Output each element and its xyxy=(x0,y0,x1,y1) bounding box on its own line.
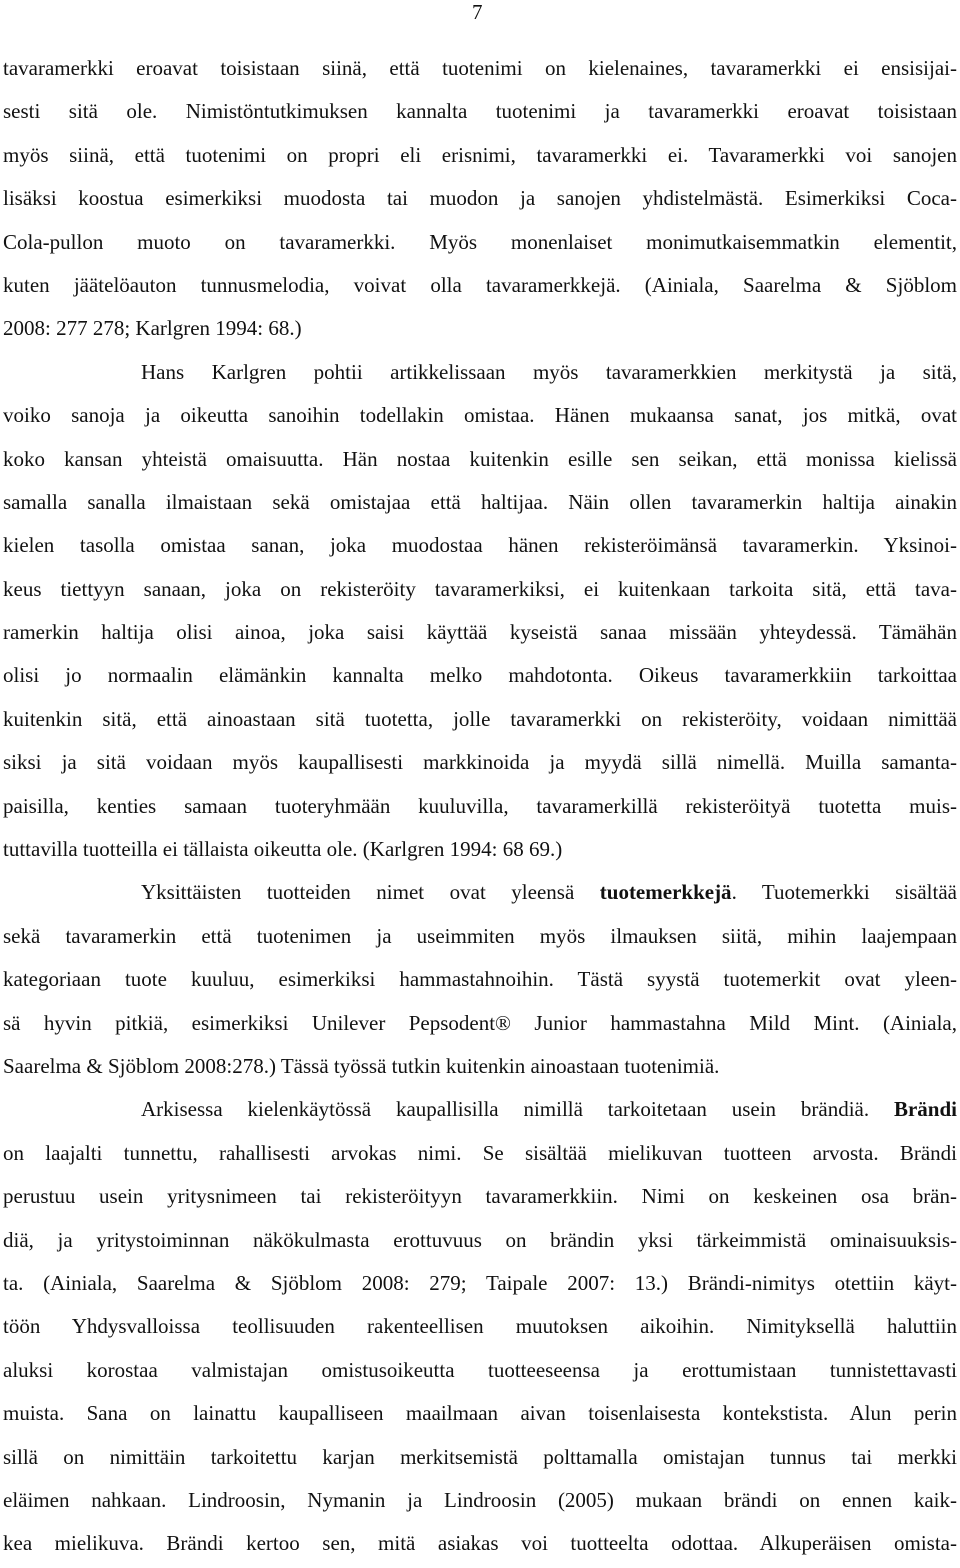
text-line: kea mielikuva. Brändi kertoo sen, mitä asiakas voi tuotteelta odottaa. Alkuperäisen omista- xyxy=(3,1531,957,1556)
text-line: eläimen nahkaan. Lindroosin, Nymanin ja Lindroosin (2005) mukaan brändi on ennen kaik- xyxy=(3,1487,957,1512)
text-line: sä hyvin pitkiä, esimerkiksi Unilever Pepsodent® Junior hammastahna Mild Mint. (Ainiala, xyxy=(3,1010,957,1035)
text-line: keus tiettyyn sanaan, joka on rekisteröity tavaramerkiksi, ei kuitenkaan tarkoita sitä, että tava- xyxy=(3,576,957,601)
text-line: myös siinä, että tuotenimi on propri eli erisnimi, tavaramerkki ei. Tavaramerkki voi sanojen xyxy=(3,142,957,167)
text-line: voiko sanoja ja oikeutta sanoihin todellakin omistaa. Hänen mukaansa sanat, jos mitkä, ovat xyxy=(3,403,957,428)
text-line: kategoriaan tuote kuuluu, esimerkiksi hammastahnoihin. Tästä syystä tuotemerkit ovat yleen- xyxy=(3,967,957,992)
text-line: ta. (Ainiala, Saarelma & Sjöblom 2008: 279; Taipale 2007: 13.) Brändi-nimitys otettiin käyt- xyxy=(3,1270,957,1295)
text-line: tavaramerkki eroavat toisistaan siinä, että tuotenimi on kielenaines, tavaramerkki ei ensisijai- xyxy=(3,56,957,80)
text-line: sekä tavaramerkin että tuotenimen ja useimmiten myös ilmauksen siitä, mihin laajempaan xyxy=(3,923,957,948)
text-line xyxy=(3,871,957,914)
text-run: Arkisessa kielenkäytössä kaupallisilla nimillä tarkoitetaan usein brändiä. xyxy=(141,1097,894,1122)
text-line: töön Yhdysvalloissa teollisuuden rakenteellisen muutoksen aikoihin. Nimityksellä haluttiin xyxy=(3,1314,957,1339)
bold-term: Brändi xyxy=(893,1097,957,1122)
text-line: 2008: 277 278; Karlgren 1994: 68.) xyxy=(3,316,302,341)
text-line: Cola-pullon muoto on tavaramerkki. Myös monenlaiset monimutkaisemmatkin elementit, xyxy=(3,229,957,254)
text-line: kuten jäätelöauton tunnusmelodia, voivat olla tavaramerkkejä. (Ainiala, Saarelma & Sjöblom xyxy=(3,272,957,297)
text-line: Saarelma & Sjöblom 2008:278.) Tässä työssä tutkin kuitenkin ainoastaan tuotenimiä. xyxy=(3,1053,720,1078)
page-number: 7 xyxy=(472,0,483,24)
text-line: aluksi korostaa valmistajan omistusoikeutta tuotteeseensa ja erottumistaan tunnistettavasti xyxy=(3,1357,957,1382)
text-line: koko kansan yhteistä omaisuutta. Hän nostaa kuitenkin esille sen seikan, että monissa kielissä xyxy=(3,446,957,471)
text-line: kuitenkin sitä, että ainoastaan sitä tuotetta, jolle tavaramerkki on rekisteröity, voidaan nimittää xyxy=(3,706,957,731)
text-line: paisilla, kenties samaan tuoteryhmään kuuluvilla, tavaramerkillä rekisteröityä tuotetta muis- xyxy=(3,793,957,818)
text-line xyxy=(3,1088,957,1131)
text-line: perustuu usein yritysnimeen tai rekisteröityyn tavaramerkkiin. Nimi on keskeinen osa brän- xyxy=(3,1184,957,1209)
text-line: olisi jo normaalin elämänkin kannalta melko mahdotonta. Oikeus tavaramerkkiin tarkoittaa xyxy=(3,663,957,688)
text-line: diä, ja yritystoiminnan näkökulmasta erottuvuus on brändin yksi tärkeimmistä ominaisuuksis- xyxy=(3,1227,957,1252)
text-run: . Tuotemerkki sisältää xyxy=(731,880,957,905)
text-line: lisäksi koostua esimerkiksi muodosta tai muodon ja sanojen yhdistelmästä. Esimerkiksi Coca- xyxy=(3,186,957,211)
document-body xyxy=(3,47,957,1566)
text-run: Yksittäisten tuotteiden nimet ovat yleensä xyxy=(141,880,600,905)
text-line: tuttavilla tuotteilla ei tällaista oikeutta ole. (Karlgren 1994: 68 69.) xyxy=(3,837,563,862)
text-line: siksi ja sitä voidaan myös kaupallisesti markkinoida ja myydä sillä nimellä. Muilla samanta- xyxy=(3,750,957,775)
text-line: ramerkin haltija olisi ainoa, joka saisi käyttää kyseistä sanaa missään yhteydessä. Tämähän xyxy=(3,620,957,645)
text-line: sillä on nimittäin tarkoitettu karjan merkitsemistä polttamalla omistajan tunnus tai merkki xyxy=(3,1444,957,1469)
text-line: on laajalti tunnettu, rahallisesti arvokas nimi. Se sisältää mielikuvan tuotteen arvosta. Brändi xyxy=(3,1140,957,1165)
bold-term: tuotemerkkejä xyxy=(599,880,732,905)
text-line: muista. Sana on lainattu kaupalliseen maailmaan aivan toisenlaisesta kontekstista. Alun perin xyxy=(3,1401,957,1426)
text-line: samalla sanalla ilmaistaan sekä omistajaa että haltijaa. Näin ollen tavaramerkin haltija ainakin xyxy=(3,489,957,514)
text-line: kielen tasolla omistaa sanan, joka muodostaa hänen rekisteröimänsä tavaramerkin. Yksinoi- xyxy=(3,533,957,558)
text-line: sesti sitä ole. Nimistöntutkimuksen kannalta tuotenimi ja tavaramerkki eroavat toisistaan xyxy=(3,99,957,124)
text-line: Hans Karlgren pohtii artikkelissaan myös tavaramerkkien merkitystä ja sitä, xyxy=(141,359,957,384)
